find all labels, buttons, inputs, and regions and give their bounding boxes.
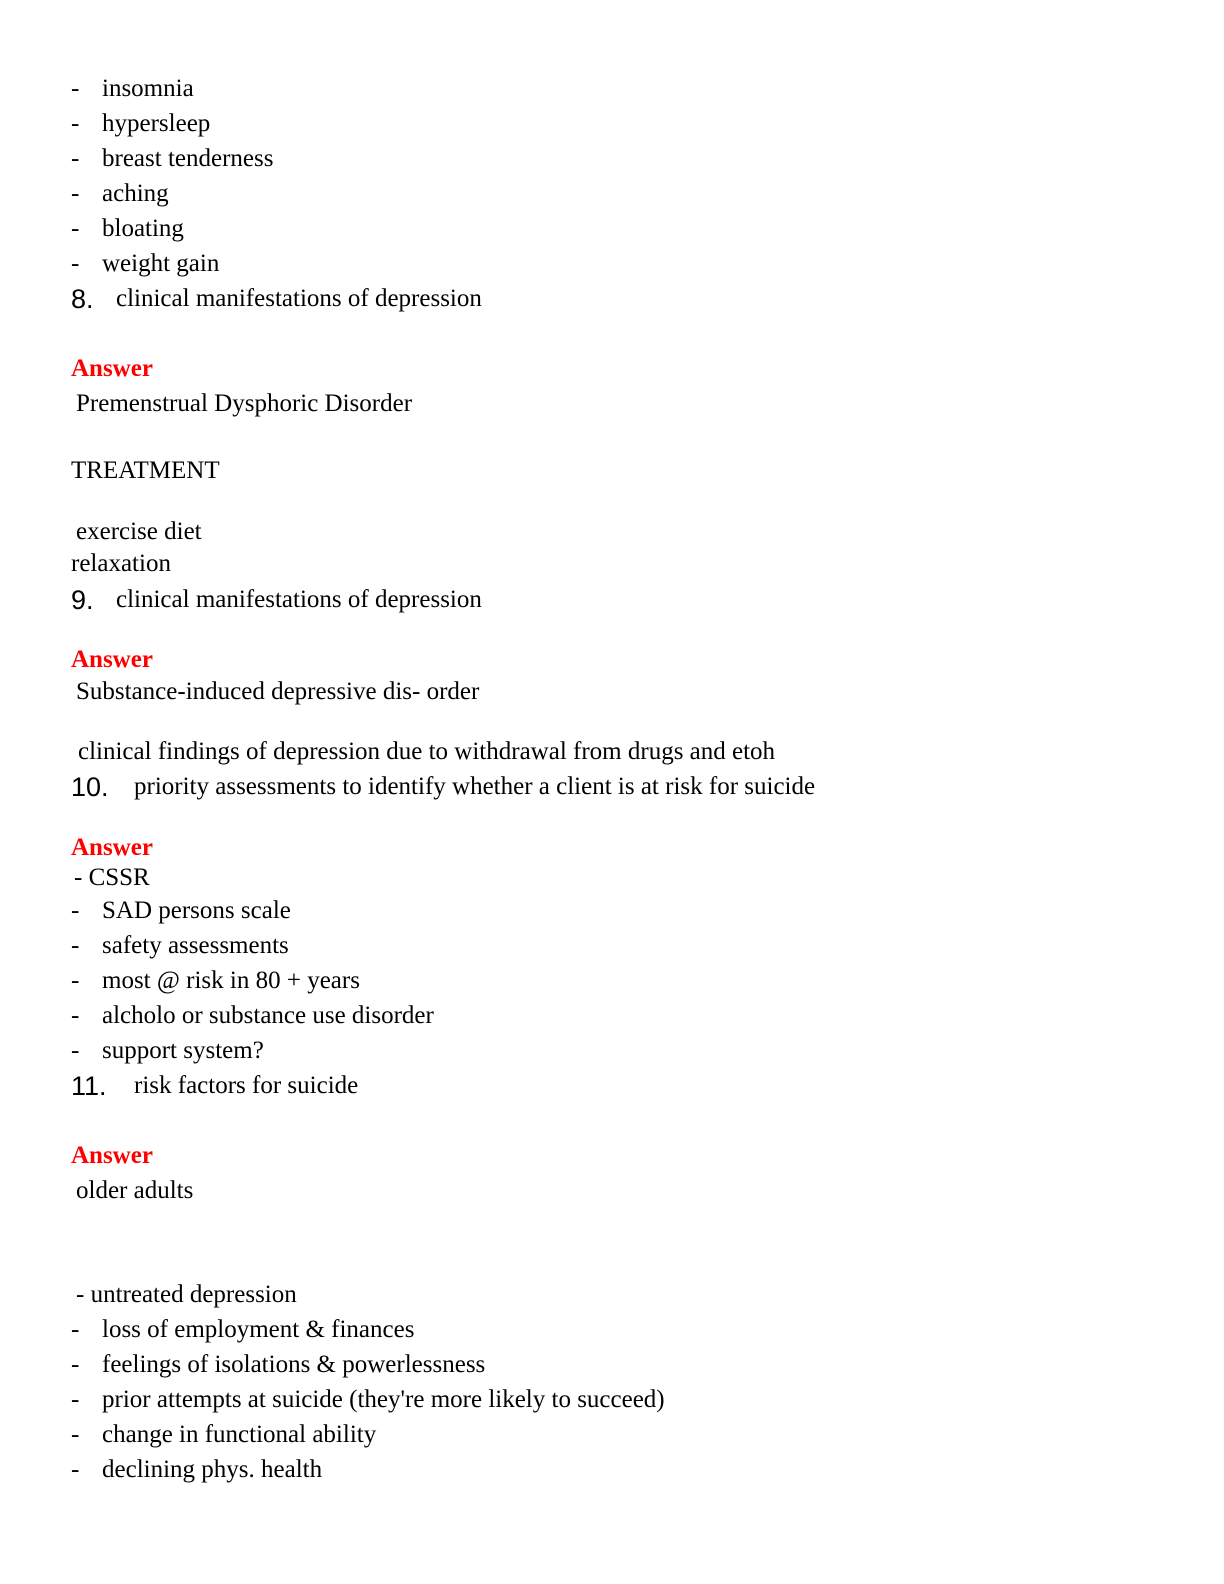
bullet-dash: - xyxy=(71,1351,80,1378)
bullet-dash: - xyxy=(71,932,80,959)
question-text: risk factors for suicide xyxy=(134,1072,359,1099)
answer-text: - CSSR xyxy=(74,864,150,891)
bullet-dash: - xyxy=(71,1421,80,1448)
list-item: insomnia xyxy=(102,75,194,102)
list-item: weight gain xyxy=(102,250,220,277)
bullet-dash: - xyxy=(71,1316,80,1343)
bullet-dash: - xyxy=(71,110,80,137)
list-item: feelings of isolations & powerlessness xyxy=(102,1351,486,1378)
list-item: support system? xyxy=(102,1037,264,1064)
answer-label: Answer xyxy=(71,834,153,861)
list-item: alcholo or substance use disorder xyxy=(102,1002,434,1029)
list-item: bloating xyxy=(102,215,184,242)
question-number: 10. xyxy=(71,772,109,802)
list-item: most @ risk in 80 + years xyxy=(102,967,360,994)
bullet-dash: - xyxy=(71,1037,80,1064)
bullet-dash: - xyxy=(71,897,80,924)
answer-note: clinical findings of depression due to withdrawal from drugs and etoh xyxy=(78,738,776,765)
list-item: prior attempts at suicide (they're more likely to succeed) xyxy=(102,1386,665,1413)
answer-text: Premenstrual Dysphoric Disorder xyxy=(76,390,413,417)
answer-line: relaxation xyxy=(71,550,171,577)
list-item: breast tenderness xyxy=(102,145,274,172)
bullet-dash: - xyxy=(71,1002,80,1029)
answer-line: exercise diet xyxy=(76,518,202,545)
bullet-dash: - xyxy=(71,1456,80,1483)
question-text: clinical manifestations of depression xyxy=(116,285,482,312)
list-item: SAD persons scale xyxy=(102,897,291,924)
list-item: declining phys. health xyxy=(102,1456,323,1483)
answer-label: Answer xyxy=(71,646,153,673)
bullet-dash: - xyxy=(71,145,80,172)
section-heading: TREATMENT xyxy=(71,457,220,484)
list-item: aching xyxy=(102,180,169,207)
bullet-dash: - xyxy=(71,180,80,207)
list-item: hypersleep xyxy=(102,110,211,137)
question-number: 8. xyxy=(71,284,94,314)
question-number: 11. xyxy=(71,1071,107,1101)
question-text: clinical manifestations of depression xyxy=(116,586,482,613)
question-text: priority assessments to identify whether a client is at risk for suicide xyxy=(134,773,816,800)
bullet-dash: - xyxy=(71,215,80,242)
answer-text: Substance-induced depressive dis- order xyxy=(76,678,480,705)
list-item: loss of employment & finances xyxy=(102,1316,415,1343)
answer-text: older adults xyxy=(76,1177,194,1204)
bullet-dash: - xyxy=(71,75,80,102)
bullet-dash: - xyxy=(71,967,80,994)
bullet-dash: - xyxy=(71,1386,80,1413)
list-item: safety assessments xyxy=(102,932,289,959)
answer-text: - untreated depression xyxy=(76,1281,297,1308)
list-item: change in functional ability xyxy=(102,1421,377,1448)
answer-label: Answer xyxy=(71,355,153,382)
bullet-dash: - xyxy=(71,250,80,277)
question-number: 9. xyxy=(71,585,94,615)
answer-label: Answer xyxy=(71,1142,153,1169)
